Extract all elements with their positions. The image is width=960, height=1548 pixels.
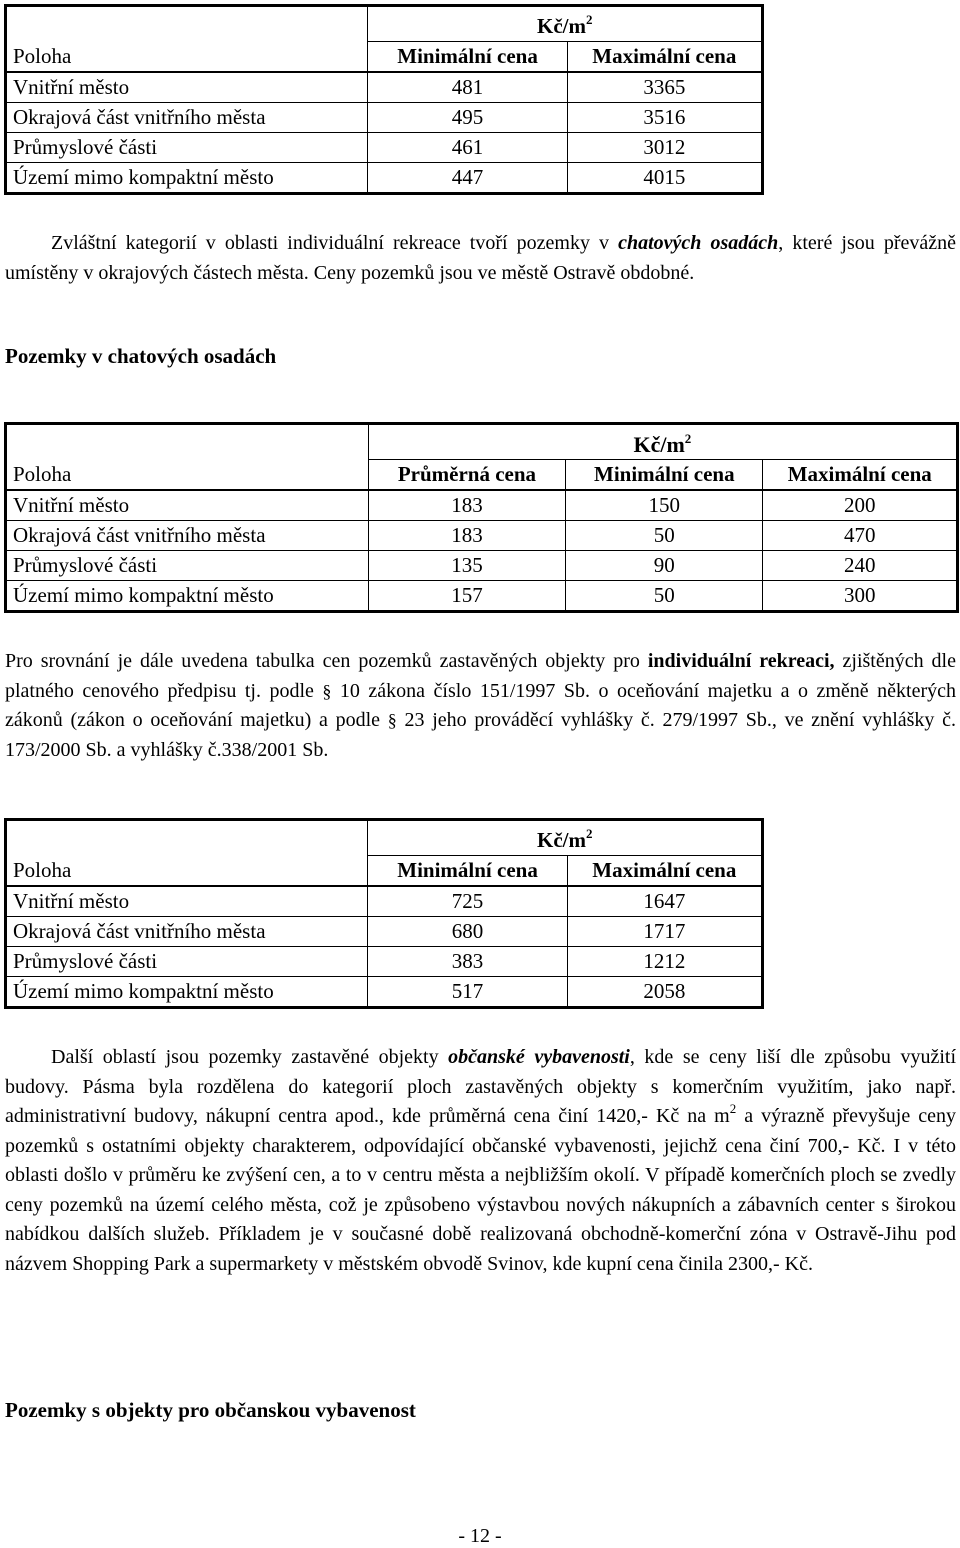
price-table-1 (4, 4, 764, 195)
table-row: Okrajová část vnitřního města 183 50 470 (6, 521, 958, 551)
column-header: Maximální cena (763, 460, 958, 491)
paragraph-chatove-osady: Zvláštní kategorií v oblasti individuální rekreace tvoří pozemky v chatových osadách, které jsou převážně umístěny v okrajových částech města. Ceny pozemků jsou ve městě Ostravě obdobné. (5, 232, 956, 284)
table-row: Průmyslové části 135 90 240 (6, 551, 958, 581)
column-header: Poloha (6, 42, 368, 73)
table-unit-header: $Kč/m^2$ (368, 820, 763, 856)
table-row: Vnitřní město 725 1647 (6, 886, 763, 917)
page-number: - 12 - (458, 1525, 502, 1547)
table-row: Okrajová část vnitřního města 680 1717 (6, 917, 763, 947)
table-row: Území mimo kompaktní město 447 4015 (6, 163, 763, 194)
table-row: Území mimo kompaktní město 517 2058 (6, 977, 763, 1008)
table-row: Území mimo kompaktní město 157 50 300 (6, 581, 958, 612)
section-heading: Pozemky v chatových osadách (5, 344, 277, 368)
price-table-2 (4, 422, 959, 613)
table-unit-header: $Kč/m^2$ (368, 424, 957, 460)
column-header: Minimální cena (368, 856, 567, 887)
column-header: Maximální cena (567, 856, 762, 887)
column-header: Poloha (6, 460, 369, 491)
price-table-3 (4, 818, 764, 1009)
section-heading: Pozemky s objekty pro občanskou vybavenost (5, 1398, 416, 1422)
table-row: Okrajová část vnitřního města 495 3516 (6, 103, 763, 133)
table-row: Průmyslové části 383 1212 (6, 947, 763, 977)
column-header: Poloha (6, 856, 368, 887)
column-header: Minimální cena (368, 42, 567, 73)
table-row: Vnitřní město 481 3365 (6, 72, 763, 103)
table-row: Průmyslové části 461 3012 (6, 133, 763, 163)
section-sign-icon: § (387, 710, 397, 730)
section-sign-icon: § (322, 680, 332, 701)
table-unit-header: $Kč/m^2$ (368, 6, 763, 42)
column-header: Minimální cena (566, 460, 763, 491)
column-header: Průměrná cena (368, 460, 565, 491)
paragraph-individualni-rekreace: Pro srovnání je dále uvedena tabulka cen pozemků zastavěných objekty pro individuální rekreaci, zjištěných dle platného cenového předpisu tj. podle § 10 zákona číslo 151/1997 Sb. o oceňování majetku a o změně některých zákonů (zákon o oceňování majetku) a podle § 23 jeho prováděcí vyhlášky č. 279/1997 Sb., ve znění vyhlášky č. 173/2000 Sb. a vyhlášky č.338/2001 Sb. (5, 650, 957, 761)
table-row: Vnitřní město 183 150 200 (6, 490, 958, 521)
column-header: Maximální cena (567, 42, 762, 73)
paragraph-obcanska-vybavenost: Další oblastí jsou pozemky zastavěné objekty občanské vybavenosti, kde se ceny liší dle způsobu využití budovy. Pásma byla rozdělena do kategorií ploch zastavěných objekty s komerčním využitím, jako např. administrativní budovy, nákupní centra apod., kde průměrná cena činí 1420,- Kč na $m^2$ a výrazně převyšuje ceny pozemků s ostatními objekty charakterem, odpovídající občanské vybavenosti, jejichž cena činí 700,- Kč. I v této oblasti došlo v průměru ke zvýšení cen, a to v centru města a nejbližším okolí. V případě komerčních ploch se zvedly ceny pozemků na území celého města, což je způsobeno výstavbou nových nákupních a zábavních center s širokou nabídkou dalších služeb. Příkladem je v současné době realizovaná obchodně-komerční zóna v Ostravě-Jihu pod názvem Shopping Park a supermarkety v městském obvodě Svinov, kde kupní cena činila 2300,- Kč. (5, 1046, 957, 1275)
